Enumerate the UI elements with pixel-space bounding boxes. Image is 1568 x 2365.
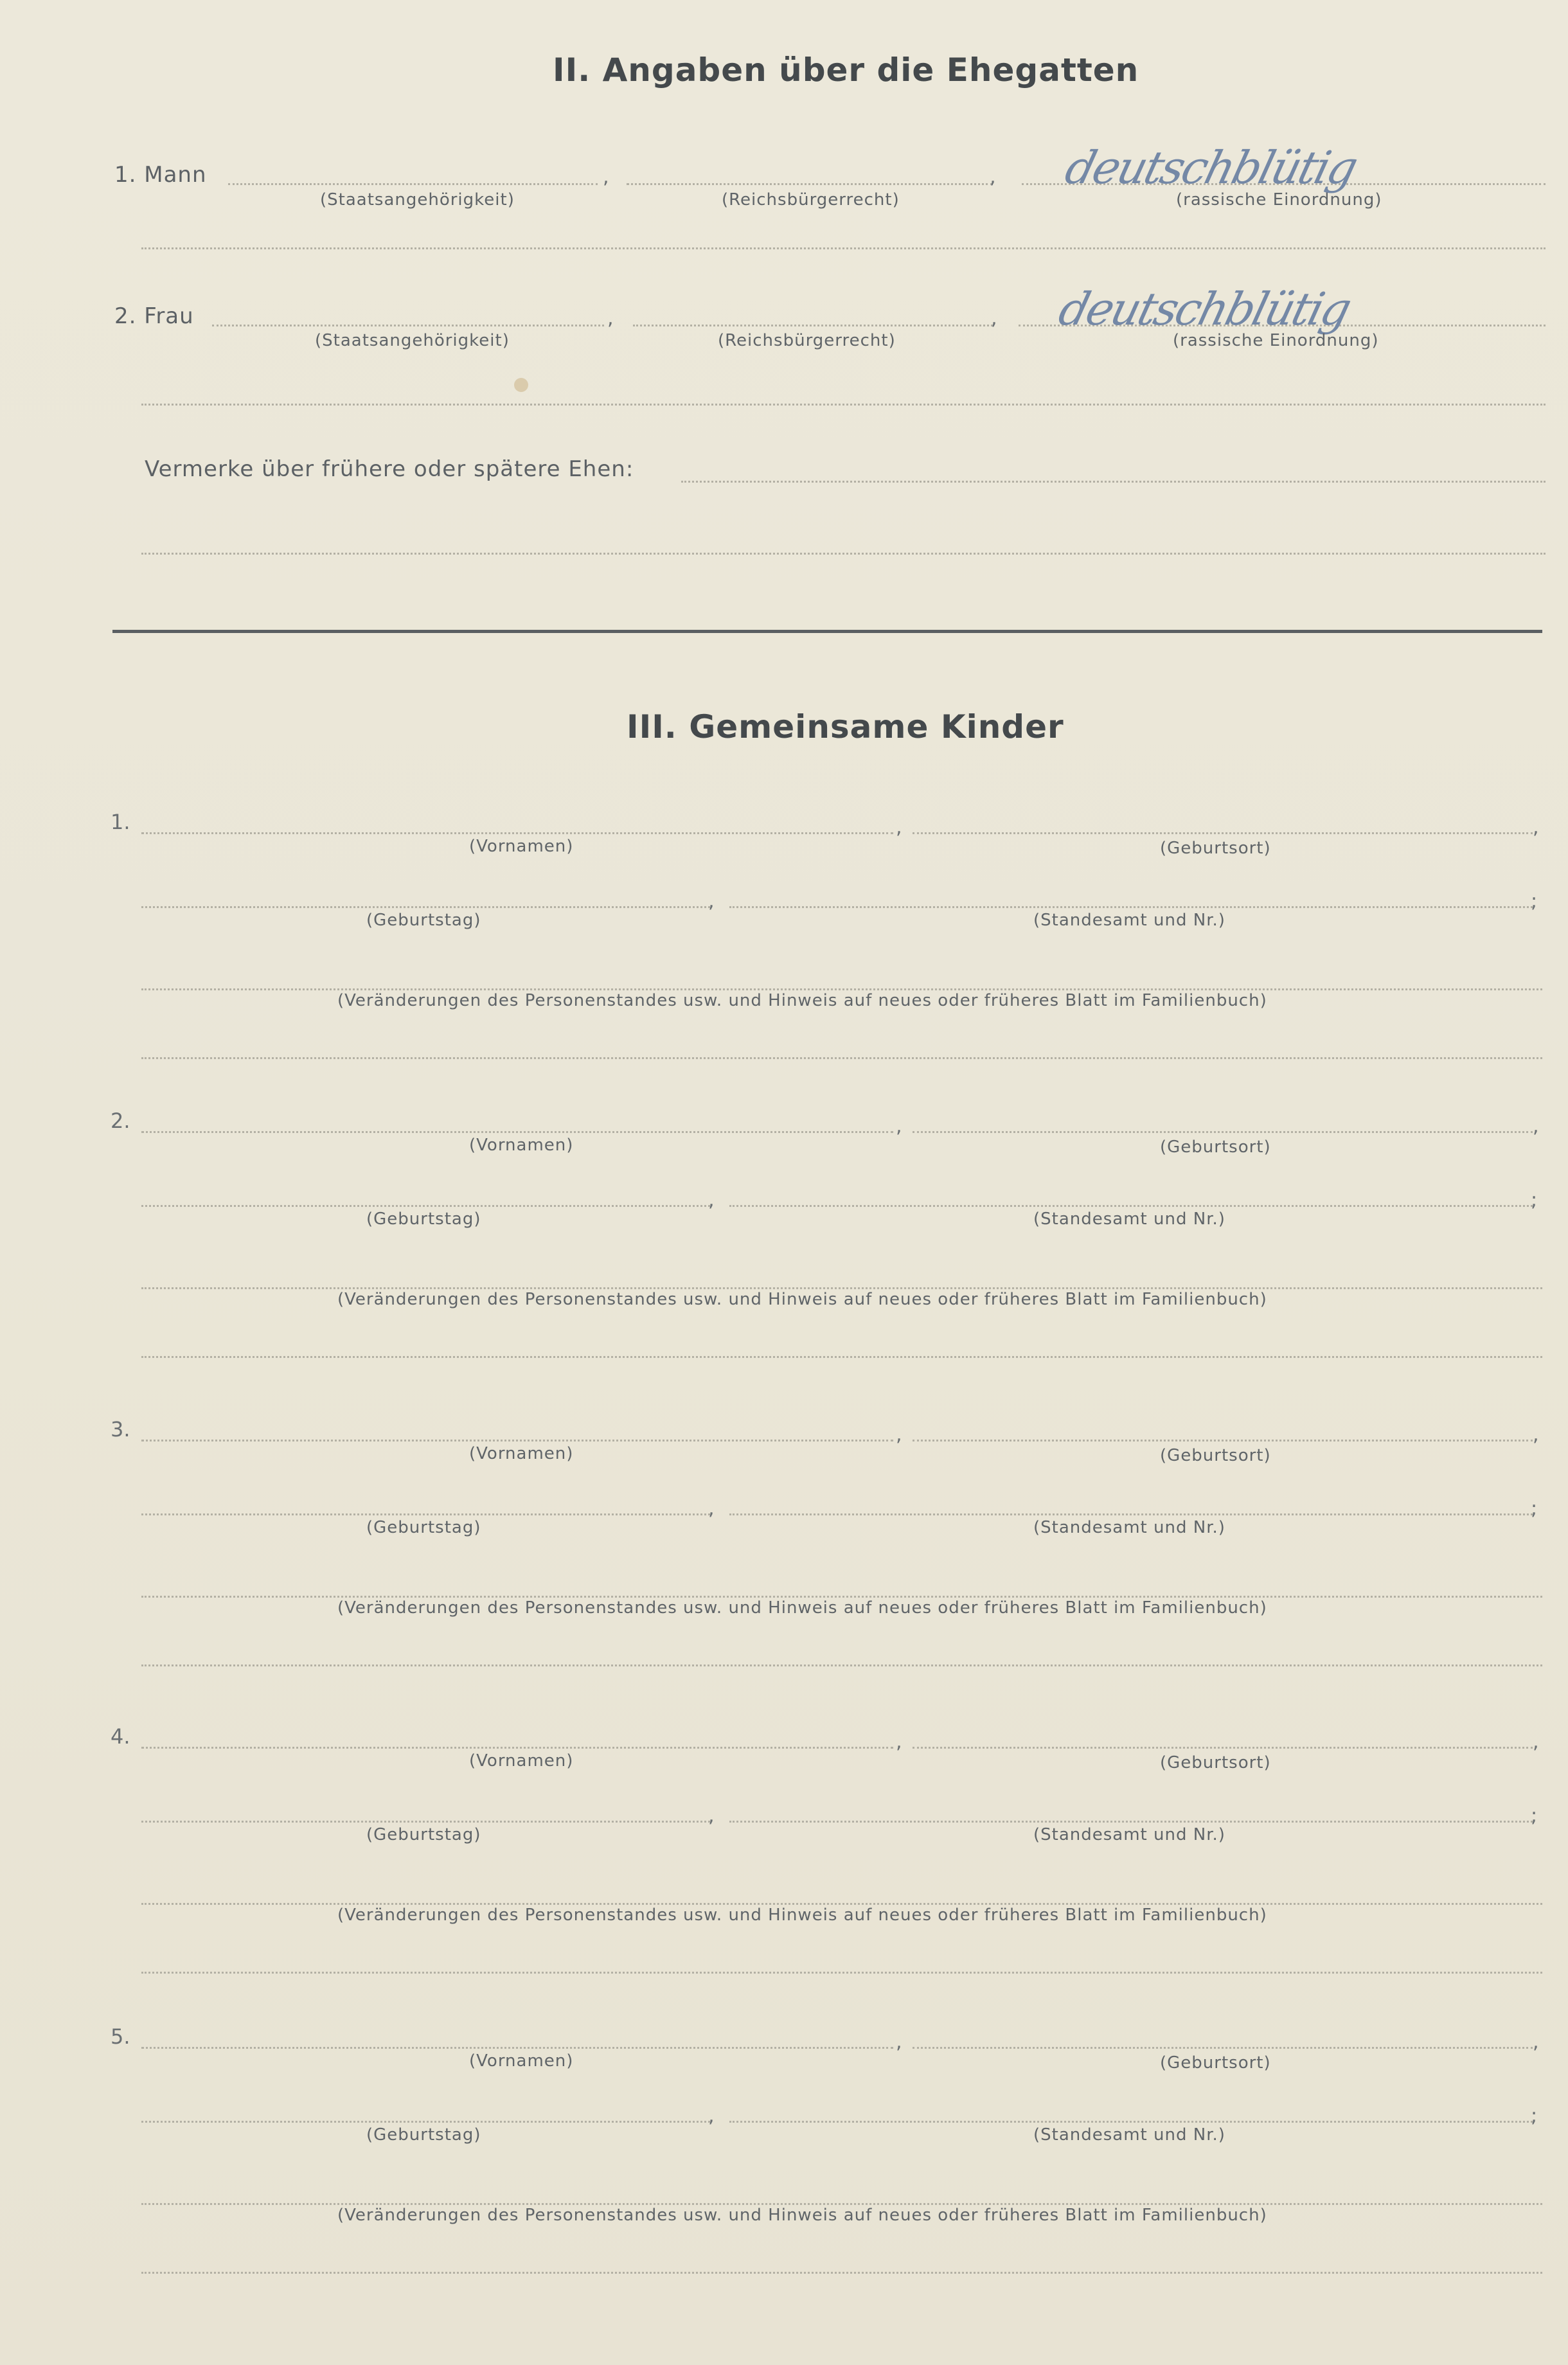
separator-semicolon: ; bbox=[1531, 2105, 1538, 2127]
child-given-names-caption: (Vornamen) bbox=[469, 1136, 574, 1155]
child-changes-caption: (Veränderungen des Personenstandes usw. und Hinweis auf neues oder früheres Blatt im Familienbuch) bbox=[337, 1290, 1267, 1309]
paper-stain bbox=[514, 378, 528, 392]
woman-racial-caption: (rassische Einordnung) bbox=[1173, 331, 1379, 350]
separator-comma: , bbox=[708, 1805, 715, 1827]
separator-comma: , bbox=[1533, 2031, 1539, 2053]
separator-semicolon: ; bbox=[1531, 1805, 1538, 1827]
child-birthday-caption: (Geburtstag) bbox=[366, 1209, 481, 1229]
separator-comma: , bbox=[896, 2031, 902, 2053]
child-number: 5. bbox=[111, 2024, 130, 2049]
separator-comma: , bbox=[896, 1731, 902, 1753]
child-extra-line[interactable] bbox=[141, 2272, 1542, 2274]
separator-comma: , bbox=[708, 2105, 715, 2127]
separator-comma: , bbox=[896, 816, 902, 839]
woman-reich-caption: (Reichsbürgerrecht) bbox=[718, 331, 896, 350]
child-changes-line[interactable] bbox=[141, 1287, 1542, 1289]
child-birthday-line[interactable] bbox=[141, 2121, 710, 2123]
child-birthday-caption: (Geburtstag) bbox=[366, 2125, 481, 2145]
child-birthday-line[interactable] bbox=[141, 1821, 710, 1823]
separator-comma: , bbox=[603, 166, 609, 188]
section-2-title: II. Angaben über die Ehegatten bbox=[553, 51, 1139, 89]
child-registry-line[interactable] bbox=[729, 1821, 1533, 1823]
separator-comma: , bbox=[708, 1497, 715, 1520]
child-birthday-caption: (Geburtstag) bbox=[366, 1825, 481, 1844]
child-birthday-caption: (Geburtstag) bbox=[366, 1518, 481, 1537]
child-birthplace-caption: (Geburtsort) bbox=[1160, 2053, 1271, 2073]
child-birthday-caption: (Geburtstag) bbox=[366, 911, 481, 930]
child-birthplace-line[interactable] bbox=[913, 1131, 1533, 1133]
child-birthplace-caption: (Geburtsort) bbox=[1160, 839, 1271, 858]
woman-citizenship-caption: (Staatsangehörigkeit) bbox=[315, 331, 510, 350]
woman-extra-line[interactable] bbox=[141, 404, 1546, 406]
child-number: 1. bbox=[111, 810, 130, 834]
man-extra-line[interactable] bbox=[141, 247, 1546, 249]
child-birthplace-caption: (Geburtsort) bbox=[1160, 1446, 1271, 1465]
child-given-names-line[interactable] bbox=[141, 832, 893, 834]
child-changes-line[interactable] bbox=[141, 2203, 1542, 2205]
child-birthplace-line[interactable] bbox=[913, 2047, 1533, 2049]
separator-semicolon: ; bbox=[1531, 890, 1538, 913]
child-extra-line[interactable] bbox=[141, 1972, 1542, 1974]
child-changes-line[interactable] bbox=[141, 988, 1542, 990]
woman-citizenship-line[interactable] bbox=[212, 325, 604, 326]
separator-comma: , bbox=[1533, 1423, 1539, 1446]
separator-comma: , bbox=[896, 1423, 902, 1446]
man-label: 1. Mann bbox=[114, 162, 207, 188]
child-birthplace-line[interactable] bbox=[913, 1440, 1533, 1441]
child-registry-line[interactable] bbox=[729, 1513, 1533, 1515]
marriage-notes-line-2[interactable] bbox=[141, 553, 1546, 555]
child-number: 3. bbox=[111, 1417, 130, 1441]
man-racial-value: deutschblütig bbox=[1060, 141, 1362, 194]
child-registry-line[interactable] bbox=[729, 906, 1533, 908]
child-registry-caption: (Standesamt und Nr.) bbox=[1033, 2125, 1225, 2145]
separator-comma: , bbox=[607, 307, 614, 330]
child-registry-caption: (Standesamt und Nr.) bbox=[1033, 911, 1225, 930]
child-number: 4. bbox=[111, 1724, 130, 1749]
separator-comma: , bbox=[708, 1189, 715, 1211]
child-given-names-line[interactable] bbox=[141, 1747, 893, 1749]
separator-comma: , bbox=[1533, 816, 1539, 839]
child-birthplace-caption: (Geburtsort) bbox=[1160, 1753, 1271, 1772]
child-registry-caption: (Standesamt und Nr.) bbox=[1033, 1825, 1225, 1844]
man-racial-caption: (rassische Einordnung) bbox=[1176, 190, 1382, 210]
child-given-names-caption: (Vornamen) bbox=[469, 1751, 574, 1771]
separator-comma: , bbox=[990, 166, 996, 188]
child-changes-caption: (Veränderungen des Personenstandes usw. und Hinweis auf neues oder früheres Blatt im Familienbuch) bbox=[337, 2206, 1267, 2225]
section-3-title: III. Gemeinsame Kinder bbox=[627, 708, 1064, 745]
separator-comma: , bbox=[1533, 1731, 1539, 1753]
child-birthplace-caption: (Geburtsort) bbox=[1160, 1138, 1271, 1157]
child-birthday-line[interactable] bbox=[141, 1513, 710, 1515]
separator-comma: , bbox=[991, 307, 997, 330]
child-changes-caption: (Veränderungen des Personenstandes usw. und Hinweis auf neues oder früheres Blatt im Familienbuch) bbox=[337, 1598, 1267, 1618]
man-reich-line[interactable] bbox=[627, 183, 993, 185]
child-extra-line[interactable] bbox=[141, 1057, 1542, 1059]
child-given-names-line[interactable] bbox=[141, 2047, 893, 2049]
child-changes-caption: (Veränderungen des Personenstandes usw. und Hinweis auf neues oder früheres Blatt im Familienbuch) bbox=[337, 1905, 1267, 1925]
child-extra-line[interactable] bbox=[141, 1356, 1542, 1358]
separator-comma: , bbox=[1533, 1115, 1539, 1138]
separator-comma: , bbox=[708, 890, 715, 913]
woman-reich-line[interactable] bbox=[633, 325, 993, 326]
child-changes-caption: (Veränderungen des Personenstandes usw. und Hinweis auf neues oder früheres Blatt im Familienbuch) bbox=[337, 991, 1267, 1010]
woman-racial-value: deutschblütig bbox=[1053, 283, 1355, 335]
marriage-notes-line-1[interactable] bbox=[681, 481, 1546, 483]
section-divider bbox=[112, 630, 1542, 633]
child-changes-line[interactable] bbox=[141, 1596, 1542, 1598]
marriage-notes-label: Vermerke über frühere oder spätere Ehen: bbox=[145, 456, 634, 482]
man-citizenship-line[interactable] bbox=[228, 183, 598, 185]
woman-label: 2. Frau bbox=[114, 303, 194, 329]
child-given-names-caption: (Vornamen) bbox=[469, 1444, 574, 1463]
child-birthplace-line[interactable] bbox=[913, 1747, 1533, 1749]
child-registry-caption: (Standesamt und Nr.) bbox=[1033, 1518, 1225, 1537]
child-registry-caption: (Standesamt und Nr.) bbox=[1033, 1209, 1225, 1229]
child-birthday-line[interactable] bbox=[141, 1205, 710, 1207]
separator-comma: , bbox=[896, 1115, 902, 1138]
child-number: 2. bbox=[111, 1109, 130, 1133]
man-citizenship-caption: (Staatsangehörigkeit) bbox=[320, 190, 515, 210]
child-birthplace-line[interactable] bbox=[913, 832, 1533, 834]
child-given-names-line[interactable] bbox=[141, 1131, 893, 1133]
separator-semicolon: ; bbox=[1531, 1497, 1538, 1520]
child-registry-line[interactable] bbox=[729, 1205, 1533, 1207]
child-birthday-line[interactable] bbox=[141, 906, 710, 908]
child-extra-line[interactable] bbox=[141, 1664, 1542, 1666]
child-given-names-caption: (Vornamen) bbox=[469, 837, 574, 856]
child-registry-line[interactable] bbox=[729, 2121, 1533, 2123]
child-given-names-line[interactable] bbox=[141, 1440, 893, 1441]
child-changes-line[interactable] bbox=[141, 1903, 1542, 1905]
man-reich-caption: (Reichsbürgerrecht) bbox=[722, 190, 900, 210]
child-given-names-caption: (Vornamen) bbox=[469, 2051, 574, 2071]
separator-semicolon: ; bbox=[1531, 1189, 1538, 1211]
